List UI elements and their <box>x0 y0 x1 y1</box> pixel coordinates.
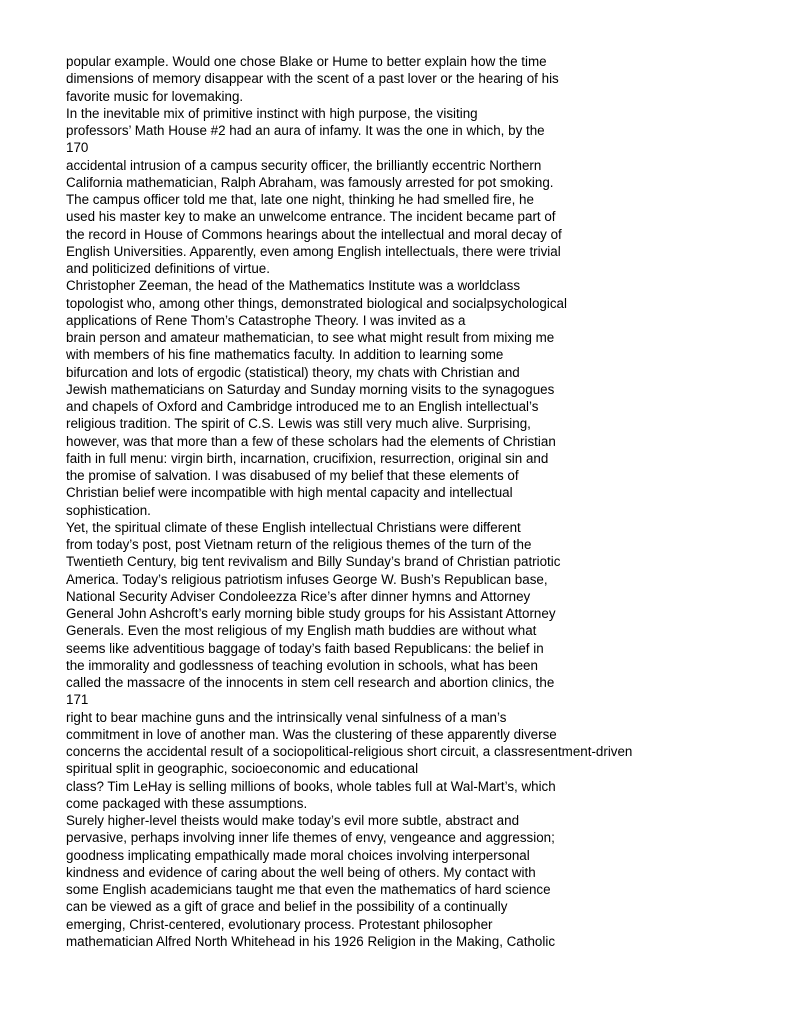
text-line: The campus officer told me that, late one night, thinking he had smelled fire, he <box>66 192 534 207</box>
text-line: 171 <box>66 692 89 708</box>
text-line: dimensions of memory disappear with the scent of a past lover or the hearing of his <box>66 71 559 87</box>
text-line: In the inevitable mix of primitive instinct with high purpose, the visiting <box>66 105 478 121</box>
text-line: right to bear machine guns and the intrinsically venal sinfulness of a man’s <box>66 709 507 725</box>
text-line: favorite music for lovemaking. <box>66 88 244 104</box>
text-line: applications of Rene Thom’s Catastrophe Theory. I was invited as a <box>66 312 466 328</box>
text-line: popular example. Would one chose Blake or Hume to better explain how the time <box>66 54 547 69</box>
text-block <box>66 53 766 950</box>
text-line: sophistication. <box>66 502 151 518</box>
text-line: professors’ Math House #2 had an aura of infamy. It was the one in which, by the <box>66 123 545 138</box>
text-line: Christian belief were incompatible with high mental capacity and intellectual <box>66 485 513 501</box>
text-line: with members of his fine mathematics faculty. In addition to learning some <box>66 347 504 363</box>
text-line: the promise of salvation. I was disabused of my belief that these elements of <box>66 468 519 483</box>
text-line: English Universities. Apparently, even among English intellectuals, there were trivial <box>66 243 561 259</box>
text-line: come packaged with these assumptions. <box>66 795 308 811</box>
text-line: General John Ashcroft’s early morning bible study groups for his Assistant Attorney <box>66 606 556 621</box>
text-line: Yet, the spiritual climate of these English intellectual Christians were different <box>66 519 521 535</box>
text-line: topologist who, among other things, demonstrated biological and socialpsychological <box>66 295 567 311</box>
text-line: some English academicians taught me that even the mathematics of hard science <box>66 882 551 897</box>
text-line: Surely higher-level theists would make today’s evil more subtle, abstract and <box>66 813 520 828</box>
text-line: spiritual split in geographic, socioeconomic and educational <box>66 761 419 777</box>
text-line: from today’s post, post Vietnam return of the religious themes of the turn of the <box>66 537 532 552</box>
text-line: concerns the accidental result of a sociopolitical-religious short circuit, a classresentment-driven <box>66 744 633 759</box>
text-line: the record in House of Commons hearings about the intellectual and moral decay of <box>66 226 562 242</box>
text-line: and chapels of Oxford and Cambridge introduced me to an English intellectual’s <box>66 399 539 414</box>
text-line: the immorality and godlessness of teaching evolution in schools, what has been <box>66 657 538 673</box>
text-line: can be viewed as a gift of grace and belief in the possibility of a continually <box>66 899 508 915</box>
text-line: Generals. Even the most religious of my English math buddies are without what <box>66 623 537 639</box>
text-line: accidental intrusion of a campus security officer, the brilliantly eccentric Northern <box>66 157 542 173</box>
text-line: and politicized definitions of virtue. <box>66 261 270 276</box>
text-line: religious tradition. The spirit of C.S. Lewis was still very much alive. Surprising, <box>66 416 531 432</box>
text-line: Jewish mathematicians on Saturday and Sunday morning visits to the synagogues <box>66 381 555 397</box>
text-line: Christopher Zeeman, the head of the Mathematics Institute was a worldclass <box>66 278 521 294</box>
text-line: America. Today’s religious patriotism infuses George W. Bush’s Republican base, <box>66 571 548 587</box>
text-line: mathematician Alfred North Whitehead in his 1926 Religion in the Making, Catholic <box>66 933 556 949</box>
text-line: kindness and evidence of caring about the well being of others. My contact with <box>66 864 536 880</box>
text-line: brain person and amateur mathematician, to see what might result from mixing me <box>66 330 555 345</box>
text-line: Twentieth Century, big tent revivalism and Billy Sunday’s brand of Christian patriotic <box>66 554 561 570</box>
text-line: seems like adventitious baggage of today’s faith based Republicans: the belief in <box>66 640 544 656</box>
text-line: commitment in love of another man. Was the clustering of these apparently diverse <box>66 726 557 742</box>
text-line: class? Tim LeHay is selling millions of books, whole tables full at Wal-Mart’s, which <box>66 778 556 794</box>
text-line: 170 <box>66 140 89 156</box>
text-line: used his master key to make an unwelcome entrance. The incident became part of <box>66 209 556 225</box>
text-line: called the massacre of the innocents in stem cell research and abortion clinics, the <box>66 675 555 690</box>
text-line: California mathematician, Ralph Abraham, was famously arrested for pot smoking. <box>66 174 554 190</box>
text-line: pervasive, perhaps involving inner life themes of envy, vengeance and aggression; <box>66 830 555 846</box>
text-line: emerging, Christ-centered, evolutionary process. Protestant philosopher <box>66 916 493 932</box>
text-line: National Security Adviser Condoleezza Rice’s after dinner hymns and Attorney <box>66 588 531 604</box>
text-line: however, was that more than a few of these scholars had the elements of Christian <box>66 433 556 449</box>
text-line: bifurcation and lots of ergodic (statistical) theory, my chats with Christian and <box>66 364 520 380</box>
text-line: goodness implicating empathically made moral choices involving interpersonal <box>66 847 530 863</box>
text-line: faith in full menu: virgin birth, incarnation, crucifixion, resurrection, original sin and <box>66 450 549 466</box>
